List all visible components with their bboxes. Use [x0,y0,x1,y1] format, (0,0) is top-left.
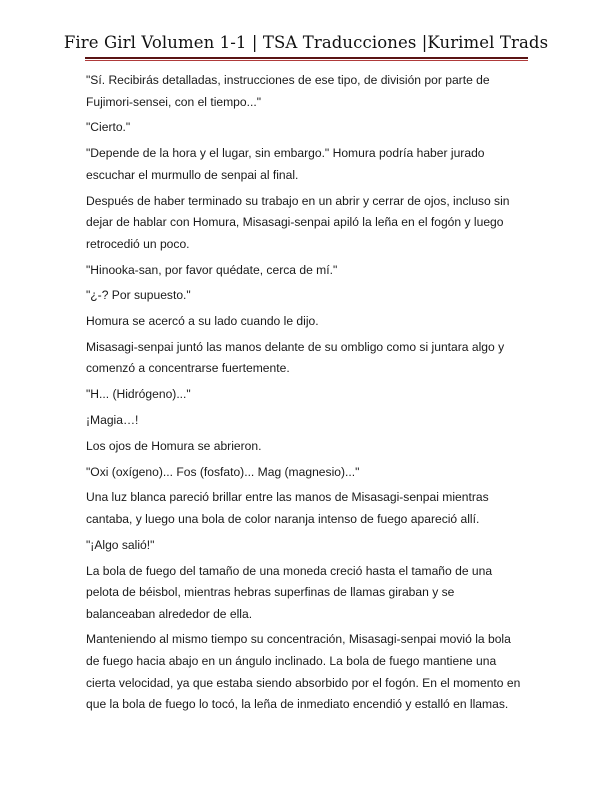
paragraph: "Sí. Recibirás detalladas, instrucciones de ese tipo, de división por parte de Fujimori-sensei, con el tiempo..." [86,73,490,109]
paragraph: Homura se acercó a su lado cuando le dijo. [86,314,319,329]
paragraph: "Depende de la hora y el lugar, sin embargo." Homura podría haber jurado escuchar el murmullo de senpai al final. [86,146,485,182]
paragraph: Después de haber terminado su trabajo en un abrir y cerrar de ojos, incluso sin dejar de hablar con Homura, Misasagi-senpai apiló la leña en el fogón y luego retrocedió un poco. [86,193,510,251]
paragraph: La bola de fuego del tamaño de una moneda creció hasta el tamaño de una pelota de béisbol, mientras hebras superfinas de llamas giraban y se balanceaban alrededor de ella. [86,563,493,621]
paragraph: "Hinooka-san, por favor quédate, cerca de mí." [86,262,338,277]
paragraph: "¿-? Por supuesto." [86,288,191,303]
paragraph: ¡Magia…! [86,413,139,427]
paragraph: Manteniendo al mismo tiempo su concentración, Misasagi-senpai movió la bola de fuego hacia abajo en un ángulo inclinado. La bola de fuego mantiene una cierta velocidad, ya que estaba siendo absorbido por el fogón. En el momento en que la bola de fuego lo tocó, la leña de inmediato encendió y estalló en llamas. [86,632,521,712]
page-header-title: Fire Girl Volumen 1-1 | TSA Traducciones |Kurimel Trads [63,33,549,52]
paragraph: Misasagi-senpai juntó las manos delante de su ombligo como si juntara algo y comenzó a concentrarse fuertemente. [86,339,505,376]
paragraph: "Cierto." [86,120,131,135]
paragraph: "¡Algo salió!" [86,537,155,552]
paragraph: Una luz blanca pareció brillar entre las manos de Misasagi-senpai mientras cantaba, y luego una bola de color naranja intenso de fuego apareció allí. [86,490,489,526]
document-body [86,70,526,720]
paragraph: "Oxi (oxígeno)... Fos (fosfato)... Mag (magnesio)..." [86,464,360,479]
paragraph: "H... (Hidrógeno)..." [86,387,191,402]
header-divider [85,57,528,61]
paragraph: Los ojos de Homura se abrieron. [86,438,262,453]
